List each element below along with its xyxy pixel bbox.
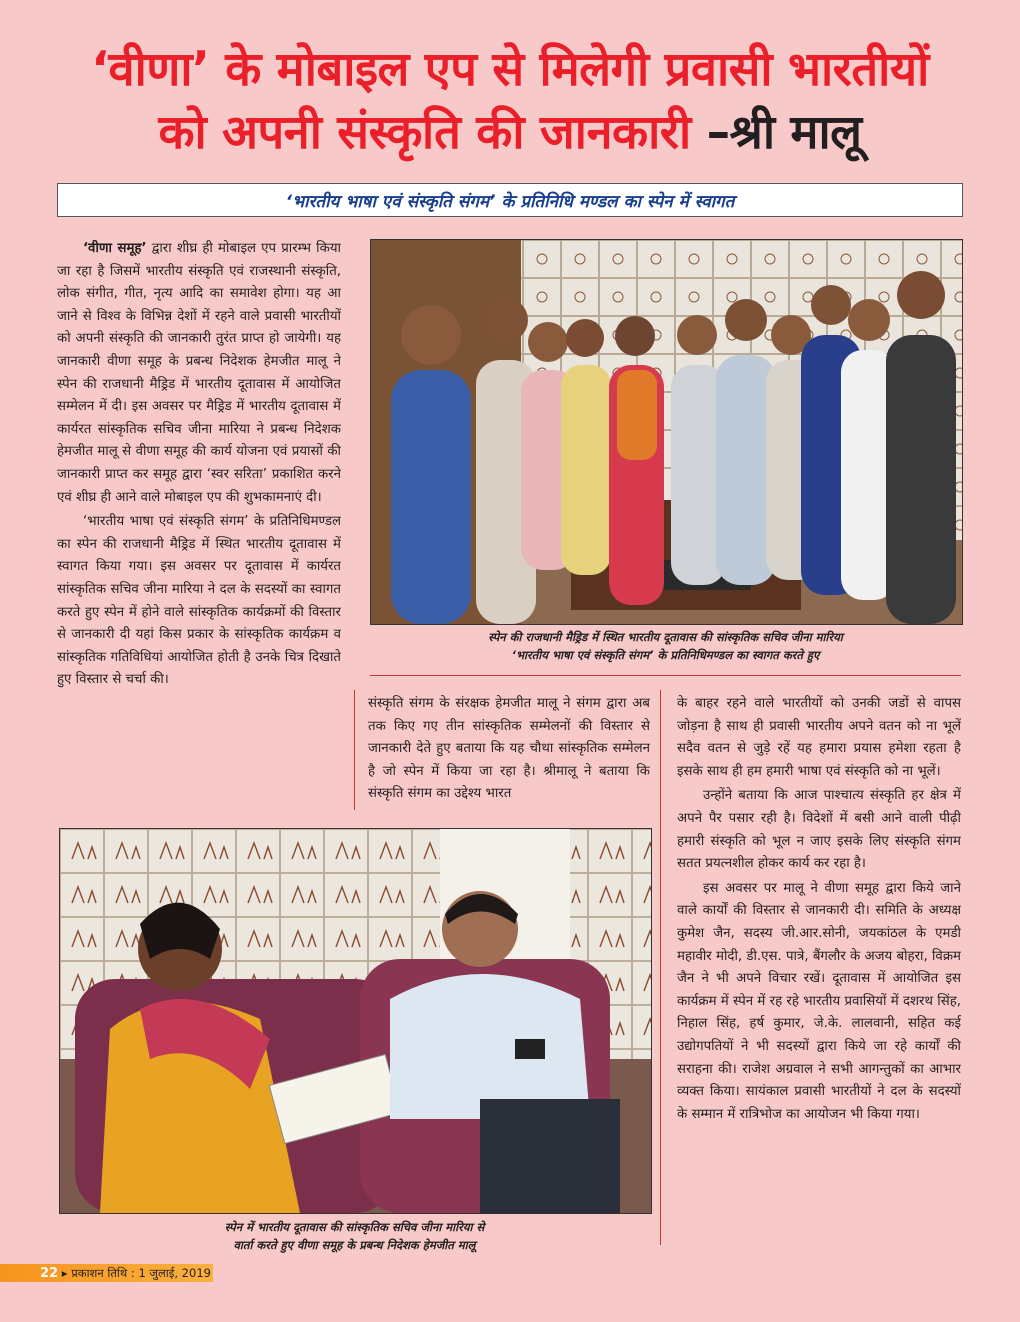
headline-line-2-text: को अपनी संस्कृति की जानकारी [158, 105, 691, 160]
group-photo-caption [370, 628, 961, 664]
group-photo-caption-line-2: ‘भारतीय भाषा एवं संस्कृति संगम’ के प्रतिनिधिमण्डल का स्वागत करते हुए [511, 648, 820, 662]
divider-vertical-left [354, 690, 355, 810]
left-column [57, 238, 341, 808]
headline-credit: –श्री मालू [706, 105, 862, 160]
headline-line-1: ‘वीणा’ के मोबाइल एप से मिलेगी प्रवासी भारतीयों [91, 42, 929, 97]
meeting-photo [59, 828, 652, 1214]
lead-bold: ‘वीणा समूह’ [83, 241, 147, 256]
middle-paragraph-1: संस्कृति संगम के संरक्षक हेमजीत मालू ने संगम द्वारा अब तक किए गए तीन सांस्कृतिक सम्मेलनों की विस्तार से जानकारी देते हुए बताया कि यह चौथा सांस्कृतिक सम्मेलन है जो स्पेन में किया जा रहा है। श्रीमालू ने बताया कि संस्कृति संगम का उद्देश्य भारत [368, 696, 650, 802]
arrow-icon: ▸ [61, 1266, 68, 1280]
divider-vertical [660, 690, 661, 1245]
right-column [677, 693, 961, 1248]
right-paragraph-1: के बाहर रहने वाले भारतीयों को उनकी जडों से वापस जोड़ना है साथ ही प्रवासी भारतीय अपने वतन को ना भूलें सदैव वतन से जुड़े रहें यह हमारा प्रयास हमेशा रहता है इसके साथ ही हम हमारी भाषा एवं संस्कृति को ना भूलें। [677, 696, 961, 779]
right-paragraph-2: उन्होंने बताया कि आज पाश्चात्य संस्कृति हर क्षेत्र में अपने पैर पसार रही है। विदेशों में बसी आने वाली पीढ़ी हमारी संस्कृति को भूल न जाए इसके लिए संस्कृति संगम सतत प्रयत्नशील होकर कार्य कर रहा है। [677, 788, 961, 872]
headline-line-2 [0, 101, 1020, 164]
subheadline: ‘भारतीय भाषा एवं संस्कृति संगम’ के प्रतिनिधि मण्डल का स्पेन में स्वागत [285, 191, 735, 212]
right-paragraph-3: इस अवसर पर मालू ने वीणा समूह द्वारा किये जाने वाले कार्यों की विस्तार से जानकारी दी। समिति के अध्यक्ष कुमेश जैन, सदस्य जी.आर.सोनी, जयकांठल के एमडी महावीर मोदी, डी.एस. पात्रे, बैंगलौर के अजय बोहरा, विक्रम जैन ने भी अपने विचार रखें। दूतावास में आयोजित इस कार्यक्रम में स्पेन में रह रहे भारतीय प्रवासियों में दशरथ सिंह, निहाल सिंह, हर्ष कुमार, जे.के. लालवानी, सहित कई उद्योगपतियों ने भी सदस्यों द्वारा किये जा रहे कार्यों की सराहना की। राजेश अग्रवाल ने सभी आगन्तुकों का आभार व्यक्त किया। सायंकाल प्रवासी भारतीयों ने दल के सदस्यों के सम्मान में रात्रिभोज का आयोजन भी किया गया। [677, 880, 961, 1122]
group-photo-image [371, 240, 962, 624]
headline [0, 38, 1020, 164]
left-paragraph-1 [57, 238, 341, 509]
meeting-photo-caption-line-1: स्पेन में भारतीय दूतावास की सांस्कृतिक सचिव जीना मारिया से [224, 1220, 485, 1234]
subheadline-box [57, 183, 963, 217]
group-photo-caption-line-1: स्पेन की राजधानी मैड्रिड में स्थित भारतीय दूतावास की सांस्कृतिक सचिव जीना मारिया [488, 630, 843, 644]
left-paragraph-2: ‘भारतीय भाषा एवं संस्कृति संगम’ के प्रतिनिधिमण्डल का स्पेन की राजधानी मैड्रिड में स्थित भारतीय दूतावास में स्वागत किया गया। इस अवसर पर दूतावास में कार्यरत सांस्कृतिक सचिव जीना मारिया ने दल के सदस्यों का स्वागत करते हुए स्पेन में होने वाले सांस्कृतिक कार्यक्रमों की विस्तार से जानकारी दी यहां किस प्रकार के सांस्कृतिक कार्यक्रम व सांस्कृतिक गतिविधियां आयोजित होती है उनके चित्र दिखाते हुए विस्तार से चर्चा की। [57, 514, 341, 688]
page-number: 22 [40, 1266, 59, 1281]
meeting-photo-caption [59, 1218, 650, 1254]
meeting-photo-image [60, 829, 651, 1213]
divider-horizontal [370, 675, 961, 676]
group-photo [370, 239, 963, 625]
meeting-photo-caption-line-2: वार्ता करते हुए वीणा समूह के प्रबन्ध निदेशक हेमजीत मालू [233, 1238, 476, 1252]
left-paragraph-1-text: द्वारा शीघ्र ही मोबाइल एप प्रारम्भ किया जा रहा है जिसमें भारतीय संस्कृति एवं राजस्थानी संस्कृति, लोक संगीत, गीत, नृत्य आदि का समावेश होगा। यह आ जाने से विश्व के विभिन्न देशों में रहने वाले प्रवासी भारतीयों को अपनी संस्कृति की जानकारी तुरंत प्राप्त हो जायेगी। यह जानकारी वीणा समूह के प्रबन्ध निदेशक हेमजीत मालू ने स्पेन की राजधानी मैड्रिड में भारतीय दूतावास में आयोजित सम्मेलन में दी। इस अवसर पर मैड्रिड में भारतीय दूतावास में कार्यरत सांस्कृतिक सचिव जीना मारिया ने प्रबन्ध निदेशक हेमजीत मालू से वीणा समूह की कार्य योजना एवं प्रयासों की जानकारी प्राप्त कर समूह द्वारा ‘स्वर सरिता’ प्रकाशित करने एवं शीघ्र ही आने वाले मोबाइल एप की शुभकामनाएं दी। [57, 241, 341, 505]
page-footer [0, 1264, 213, 1282]
publication-date: प्रकाशन तिथि : 1 जुलाई, 2019 [71, 1266, 211, 1280]
middle-column [368, 693, 650, 811]
